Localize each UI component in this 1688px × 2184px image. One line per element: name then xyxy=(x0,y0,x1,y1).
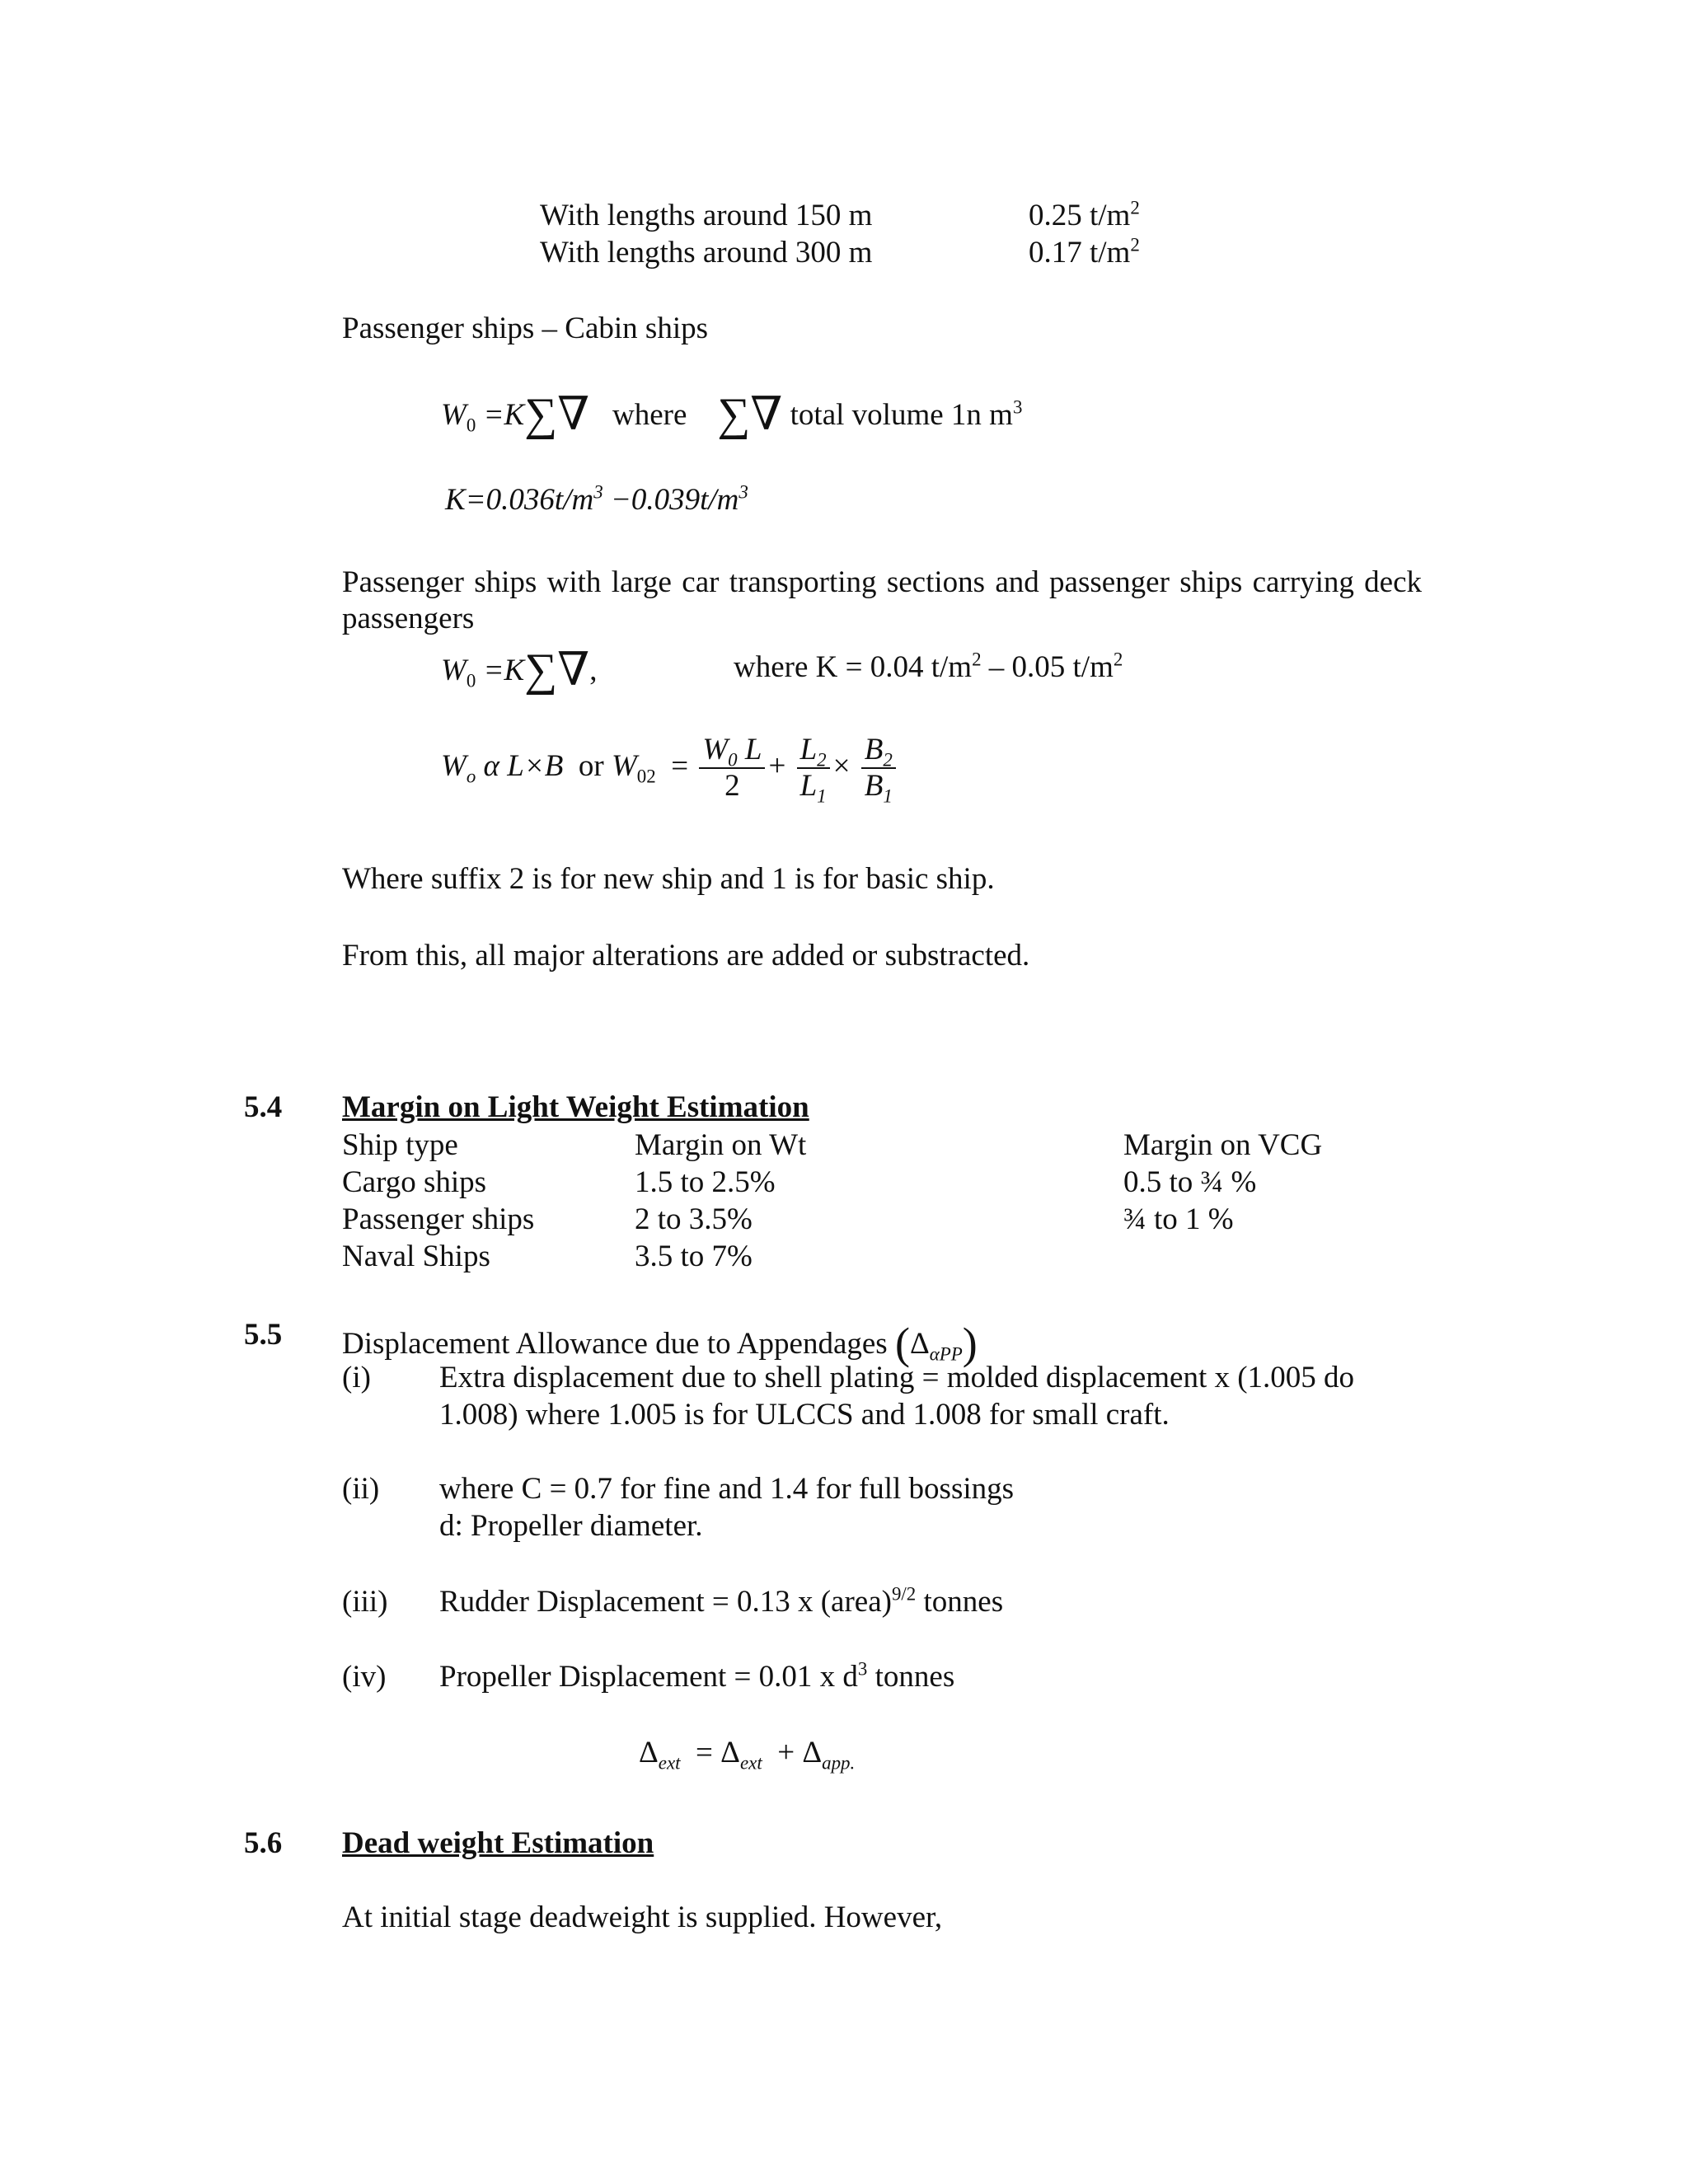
fraction-w0l-over-2: $\frac{W_0 L}{2}$ xyxy=(699,733,765,804)
margin-row-cargo-type: Cargo ships xyxy=(342,1165,487,1199)
large-car-paragraph: Passenger ships with large car transporting sections and passenger ships carrying deck passengers xyxy=(342,565,1422,636)
margin-row-cargo-wt: 1.5 to 2.5% xyxy=(635,1165,776,1199)
margin-row-passenger-type: Passenger ships xyxy=(342,1202,535,1236)
margin-row-passenger-vcg: ¾ to 1 % xyxy=(1123,1202,1234,1236)
margin-row-passenger-wt: 2 to 3.5% xyxy=(635,1202,753,1236)
appendage-item-3-label: (iii) xyxy=(342,1585,388,1619)
margin-row-cargo-vcg: 0.5 to ¾ % xyxy=(1123,1165,1257,1199)
section-5-6-title: Dead weight Estimation xyxy=(342,1826,654,1860)
appendage-item-4-label: (iv) xyxy=(342,1660,387,1694)
fraction-b2-over-b1: $\frac{B_2}{B_1}$ xyxy=(861,733,896,804)
ratio-equation: $W_o$ α L×B or $W_{02}$ = $\frac{W_0 L}{2}$ + $\frac{L_2}{L_1}$ × $\frac{B_2}{B_1}$ xyxy=(441,733,899,804)
fraction-l2-over-l1: $\frac{L_2}{L_1}$ xyxy=(797,733,830,804)
section-5-5-title: Displacement Allowance due to Appendages $(\Delta_{\alpha PP})$ xyxy=(342,1319,978,1368)
cabin-ships-heading: Passenger ships – Cabin ships xyxy=(342,312,708,345)
large-car-equation: $W_0 =K\sum\nabla$, xyxy=(441,644,598,696)
appendage-item-3-line1: Rudder Displacement = 0.13 x (area)$^{9/2}$ tonnes xyxy=(439,1583,1004,1619)
margin-row-naval-type: Naval Ships xyxy=(342,1240,490,1273)
margin-row-naval-wt: 3.5 to 7% xyxy=(635,1240,753,1273)
top-table-row-1-value: 0.25 $t/m^2$ xyxy=(1029,197,1140,232)
section-5-4-number: 5.4 xyxy=(244,1090,283,1124)
top-table-row-2-value: 0.17 $t/m^2$ xyxy=(1029,234,1140,269)
appendage-item-1-label: (i) xyxy=(342,1361,371,1394)
appendage-item-2-line2: d: Propeller diameter. xyxy=(439,1509,703,1543)
appendage-item-1-line1: Extra displacement due to shell plating = molded displacement x (1.005 do xyxy=(439,1361,1355,1394)
cabin-volume-equation: $W_0 =K\sum\nabla$ where ∑∇ total volume 1n $m^3$ xyxy=(441,389,1023,440)
appendage-item-2-label: (ii) xyxy=(342,1472,380,1506)
appendage-item-1-line2: 1.008) where 1.005 is for ULCCS and 1.008 for small craft. xyxy=(439,1398,1170,1432)
large-car-k-range: where K = 0.04 $t/m^2 - 0.05$ $t/m^2$ xyxy=(734,649,1123,684)
suffix-note: Where suffix 2 is for new ship and 1 is for basic ship. xyxy=(342,862,995,896)
margin-header-vcg: Margin on VCG xyxy=(1123,1128,1323,1162)
margin-header-wt: Margin on Wt xyxy=(635,1128,807,1162)
section-5-6-number: 5.6 xyxy=(244,1826,283,1860)
margin-header-ship-type: Ship type xyxy=(342,1128,458,1162)
deadweight-text: At initial stage deadweight is supplied. However, xyxy=(342,1900,943,1934)
alterations-note: From this, all major alterations are added or substracted. xyxy=(342,939,1030,972)
section-5-4-title: Margin on Light Weight Estimation xyxy=(342,1090,809,1124)
appendage-item-2-line1: where C = 0.7 for fine and 1.4 for full bossings xyxy=(439,1472,1015,1506)
k-range-equation: $K=0.036t/m^3 -0.039t/m^3$ xyxy=(445,481,748,517)
displacement-sum-equation: $\Delta_{ext} = \Delta_{ext} + \Delta_{app.}$ xyxy=(639,1736,856,1774)
top-table-row-1-label: With lengths around 150 m xyxy=(540,199,873,232)
top-table-row-2-label: With lengths around 300 m xyxy=(540,236,873,269)
section-5-5-number: 5.5 xyxy=(244,1318,283,1352)
appendage-item-4-line1: Propeller Displacement = 0.01 x $d^3$ tonnes xyxy=(439,1658,955,1694)
